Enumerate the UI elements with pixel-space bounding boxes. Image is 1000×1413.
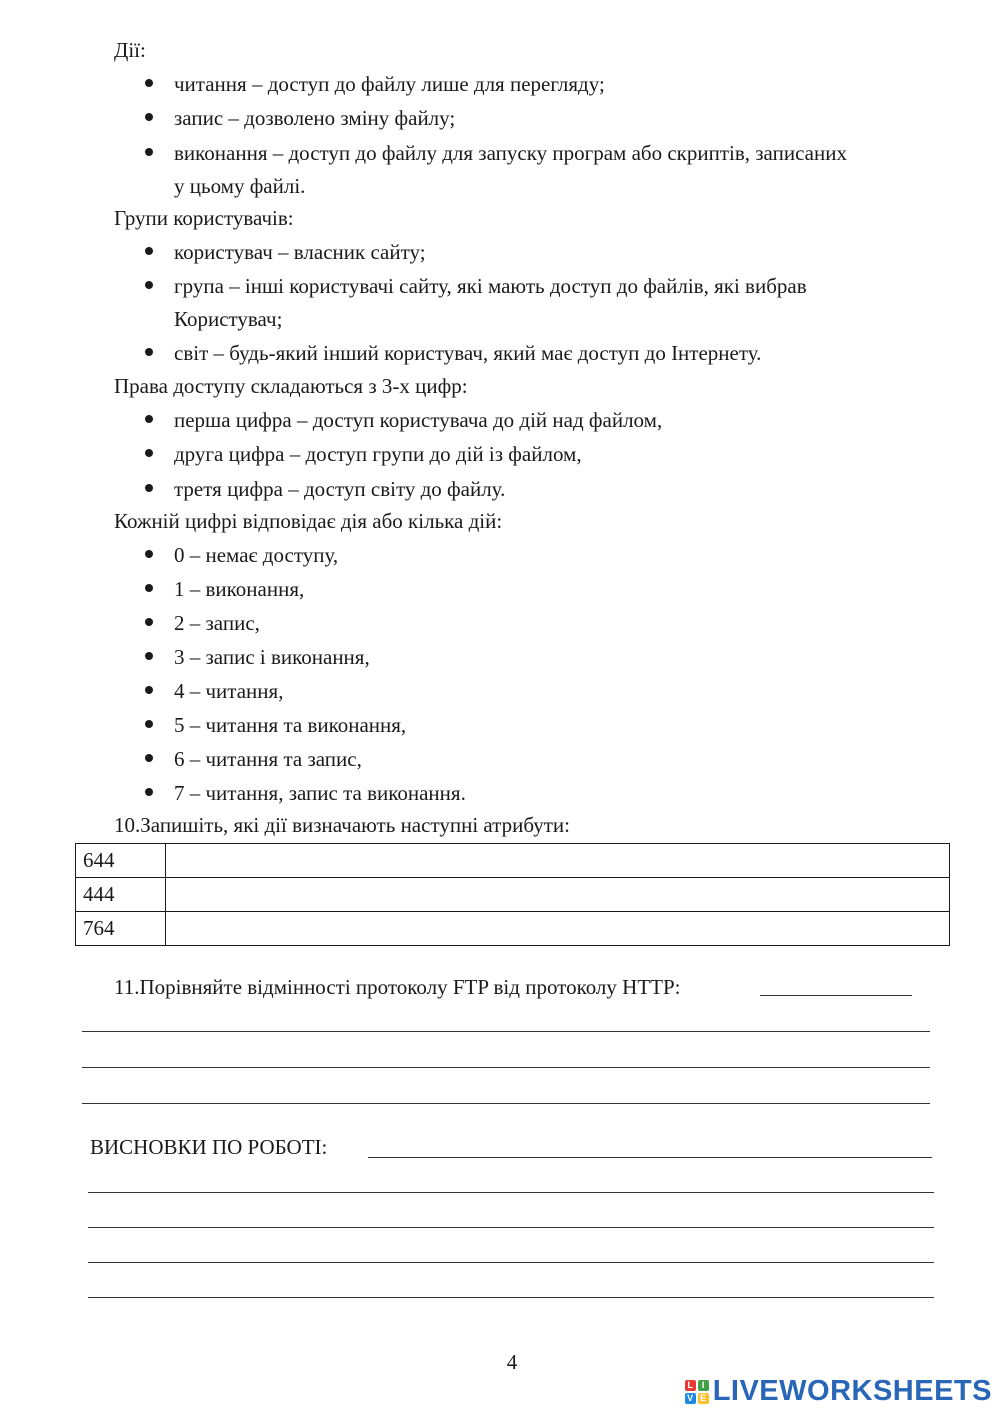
conclusions-answer-line[interactable] (88, 1297, 934, 1298)
bullet-icon (145, 686, 153, 694)
digits-heading: Кожній цифрі відповідає дія або кілька дій: (114, 509, 503, 533)
task11-answer-line[interactable] (82, 1103, 930, 1104)
task11-answer-line[interactable] (760, 995, 912, 996)
list-item-continuation: у цьому файлі. (174, 174, 306, 198)
bullet-icon (145, 484, 153, 492)
liveworksheets-logo (685, 1375, 992, 1408)
actions-heading: Дії: (114, 38, 146, 62)
logo-letter: I (698, 1380, 709, 1391)
list-item: друга цифра – доступ групи до дій із файлом, (174, 442, 582, 466)
attribute-answer-cell[interactable] (166, 912, 950, 946)
bullet-icon (145, 550, 153, 558)
task11-prompt: 11.Порівняйте відмінності протоколу FTP від протоколу HTTP: (114, 975, 681, 999)
list-item: 0 – немає доступу, (174, 543, 339, 567)
bullet-icon (145, 720, 153, 728)
bullet-icon (145, 247, 153, 255)
task11-answer-line[interactable] (82, 1031, 930, 1032)
list-item: 4 – читання, (174, 679, 284, 703)
list-item: 5 – читання та виконання, (174, 713, 407, 737)
conclusions-answer-line[interactable] (88, 1227, 934, 1228)
logo-letter: E (698, 1393, 709, 1404)
logo-mark-icon (685, 1380, 709, 1404)
attributes-table (75, 843, 950, 946)
attribute-code: 764 (76, 912, 166, 946)
list-item: світ – будь-який інший користувач, який має доступ до Інтернету. (174, 341, 762, 365)
list-item: 6 – читання та запис, (174, 747, 362, 771)
list-item: третя цифра – доступ світу до файлу. (174, 477, 506, 501)
list-item-continuation: Користувач; (174, 307, 283, 331)
logo-letter: L (685, 1380, 696, 1391)
conclusions-answer-line[interactable] (88, 1262, 934, 1263)
list-item: 7 – читання, запис та виконання. (174, 781, 466, 805)
list-item: виконання – доступ до файлу для запуску програм або скриптів, записаних (174, 141, 847, 165)
page-number: 4 (506, 1350, 518, 1374)
bullet-icon (145, 788, 153, 796)
bullet-icon (145, 148, 153, 156)
conclusions-label: ВИСНОВКИ ПО РОБОТІ: (90, 1135, 328, 1159)
table-row (76, 912, 950, 946)
logo-letter: V (685, 1393, 696, 1404)
attribute-code: 444 (76, 878, 166, 912)
table-row (76, 878, 950, 912)
groups-heading: Групи користувачів: (114, 206, 294, 230)
task11-answer-line[interactable] (82, 1067, 930, 1068)
attribute-answer-cell[interactable] (166, 878, 950, 912)
attribute-answer-cell[interactable] (166, 844, 950, 878)
list-item: читання – доступ до файлу лише для перегляду; (174, 72, 605, 96)
bullet-icon (145, 348, 153, 356)
list-item: група – інші користувачі сайту, які мають доступ до файлів, які вибрав (174, 274, 807, 298)
logo-text: LIVEWORKSHEETS (712, 1375, 992, 1407)
bullet-icon (145, 281, 153, 289)
bullet-icon (145, 113, 153, 121)
bullet-icon (145, 618, 153, 626)
bullet-icon (145, 449, 153, 457)
bullet-icon (145, 415, 153, 423)
list-item: перша цифра – доступ користувача до дій над файлом, (174, 408, 663, 432)
bullet-icon (145, 754, 153, 762)
bullet-icon (145, 652, 153, 660)
list-item: 1 – виконання, (174, 577, 305, 601)
list-item: запис – дозволено зміну файлу; (174, 106, 456, 130)
rights-heading: Права доступу складаються з 3-х цифр: (114, 374, 468, 398)
list-item: користувач – власник сайту; (174, 240, 426, 264)
attribute-code: 644 (76, 844, 166, 878)
task10-prompt: 10.Запишіть, які дії визначають наступні атрибути: (114, 813, 570, 837)
table-row (76, 844, 950, 878)
list-item: 3 – запис і виконання, (174, 645, 370, 669)
conclusions-answer-line[interactable] (88, 1192, 934, 1193)
bullet-icon (145, 584, 153, 592)
list-item: 2 – запис, (174, 611, 260, 635)
bullet-icon (145, 79, 153, 87)
conclusions-answer-line[interactable] (368, 1157, 932, 1158)
